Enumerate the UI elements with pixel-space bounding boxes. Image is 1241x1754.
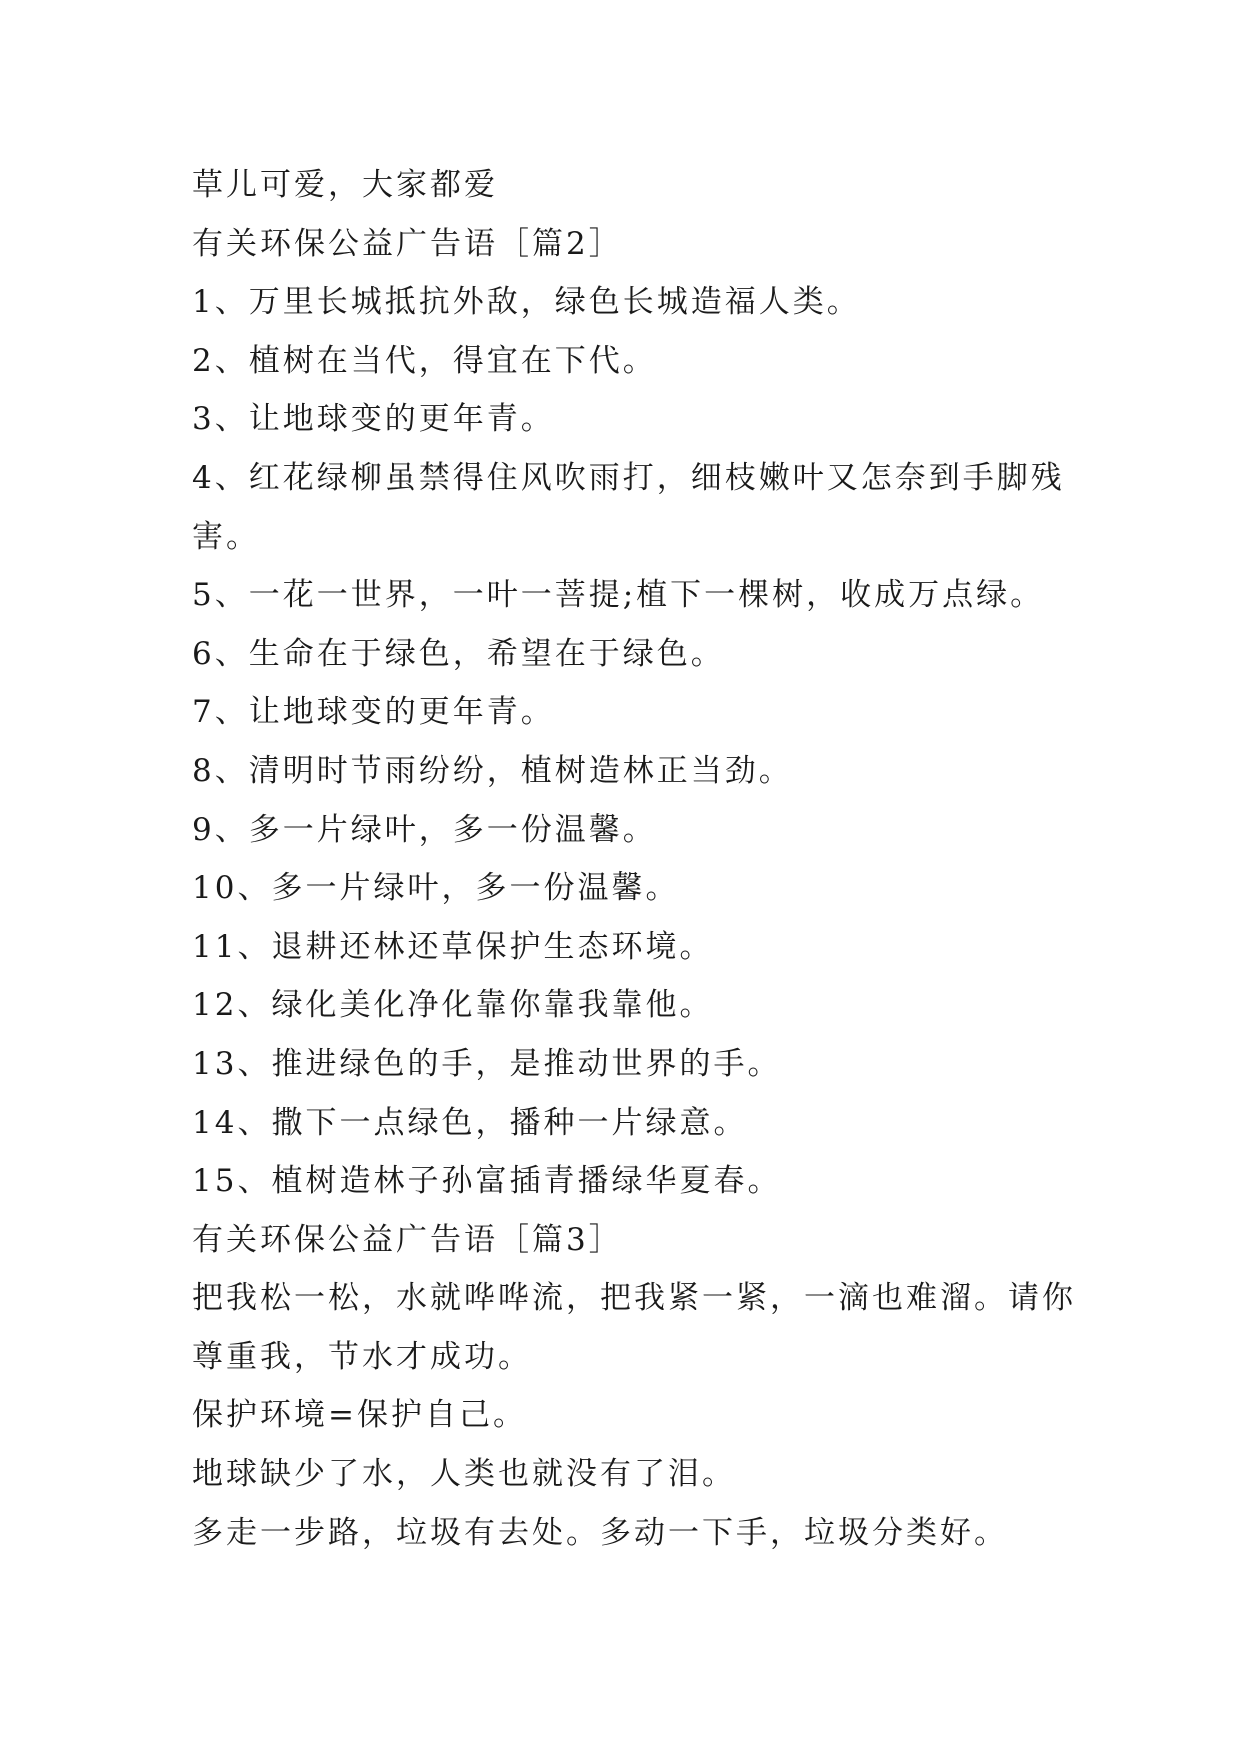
text-line: 保护环境=保护自己。 — [192, 1397, 527, 1434]
section-heading: 有关环保公益广告语［篇2］ — [192, 225, 623, 262]
list-item: 9、多一片绿叶，多一份温馨。 — [192, 811, 657, 848]
section-heading: 有关环保公益广告语［篇3］ — [192, 1221, 623, 1258]
list-item: 7、让地球变的更年青。 — [192, 694, 555, 731]
text-line: 多走一步路，垃圾有去处。多动一下手，垃圾分类好。 — [192, 1514, 1008, 1551]
list-item: 12、绿化美化净化靠你靠我靠他。 — [192, 987, 714, 1024]
list-item: 14、撒下一点绿色，播种一片绿意。 — [192, 1104, 748, 1141]
text-line: 草儿可爱，大家都爱 — [192, 167, 498, 203]
text-line: 把我松一松，水就哗哗流，把我紧一紧，一滴也难溜。请你 — [192, 1280, 1076, 1317]
list-item-continuation: 害。 — [192, 518, 260, 555]
list-item: 8、清明时节雨纷纷，植树造林正当劲。 — [192, 752, 793, 789]
list-item: 1、万里长城抵抗外敌，绿色长城造福人类。 — [192, 284, 861, 321]
list-item: 6、生命在于绿色，希望在于绿色。 — [192, 635, 725, 672]
list-item: 13、推进绿色的手，是推动世界的手。 — [192, 1045, 782, 1082]
document-body — [192, 156, 1076, 1562]
list-item: 10、多一片绿叶，多一份温馨。 — [192, 870, 680, 907]
list-item: 4、红花绿柳虽禁得住风吹雨打，细枝嫩叶又怎奈到手脚残 — [192, 459, 1065, 496]
list-item: 3、让地球变的更年青。 — [192, 401, 555, 438]
list-item: 11、退耕还林还草保护生态环境。 — [192, 928, 714, 965]
text-line: 地球缺少了水，人类也就没有了泪。 — [192, 1456, 736, 1493]
list-item: 2、植树在当代，得宜在下代。 — [192, 342, 657, 379]
text-line-continuation: 尊重我，节水才成功。 — [192, 1338, 532, 1375]
list-item: 5、一花一世界，一叶一菩提;植下一棵树，收成万点绿。 — [192, 577, 1045, 614]
list-item: 15、植树造林子孙富插青播绿华夏春。 — [192, 1163, 782, 1200]
